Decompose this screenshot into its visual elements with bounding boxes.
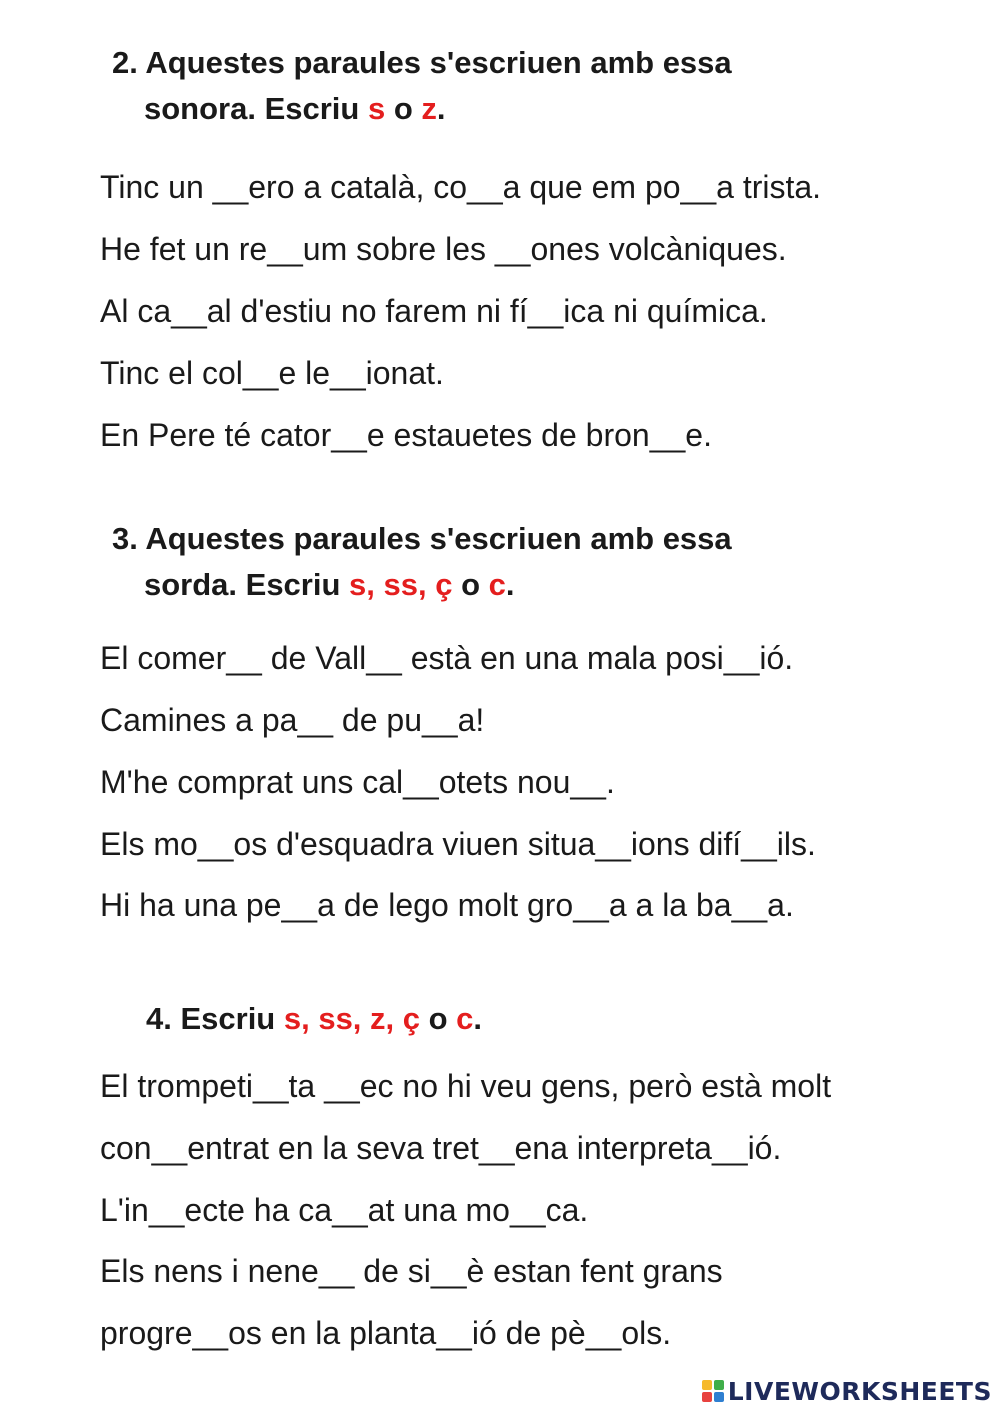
exercise-sentence: El comer__ de Vall__ està en una mala posi__ió. — [100, 640, 794, 676]
option-s: s — [367, 91, 386, 126]
exercise-sentence: M'he comprat uns cal__otets nou__. — [100, 764, 615, 800]
exercise-sentence: Camines a pa__ de pu__a! — [100, 702, 485, 738]
exercise-sentence: Els mo__os d'esquadra viuen situa__ions difí__ils. — [100, 826, 816, 862]
options-list: s, ss, ç — [349, 567, 453, 602]
exercise-sentence: En Pere té cator__e estauetes de bron__e. — [100, 417, 712, 453]
section-3-heading — [112, 516, 732, 608]
exercise-sentence: Tinc un __ero a català, co__a que em po__a trista. — [100, 169, 822, 205]
watermark-text: LIVEWORKSHEETS — [727, 1376, 992, 1406]
section-3-heading-line2: sorda. Escriu s, ss, ç o c. — [144, 567, 515, 602]
liveworksheets-watermark — [702, 1374, 992, 1408]
section-4-heading: 4. Escriu s, ss, z, ç o c. — [146, 1001, 483, 1036]
exercise-sentence: Tinc el col__e le__ionat. — [100, 355, 444, 391]
section-3-heading-line1: 3. Aquestes paraules s'escriuen amb essa — [112, 521, 732, 556]
section-2-heading-line2: sonora. Escriu s o z. — [144, 91, 446, 126]
exercise-sentence: Al ca__al d'estiu no farem ni fí__ica ni química. — [100, 293, 768, 329]
section-2-heading-line1: 2. Aquestes paraules s'escriuen amb essa — [112, 45, 732, 80]
options-list: s, ss, z, ç — [283, 1001, 420, 1036]
exercise-sentence: L'in__ecte ha ca__at una mo__ca. — [100, 1192, 589, 1228]
exercise-sentence: progre__os en la planta__ió de pè__ols. — [100, 1315, 672, 1351]
option-z: z — [421, 91, 437, 126]
exercise-sentence: Els nens i nene__ de si__è estan fent grans — [100, 1253, 723, 1289]
exercise-sentence: El trompeti__ta __ec no hi veu gens, però està molt — [100, 1068, 832, 1104]
exercise-sentence: con__entrat en la seva tret__ena interpreta__ió. — [100, 1130, 782, 1166]
liveworksheets-logo-icon — [702, 1380, 724, 1402]
option-c: c — [488, 567, 506, 602]
exercise-sentence: Hi ha una pe__a de lego molt gro__a a la ba__a. — [100, 887, 794, 923]
exercise-sentence: He fet un re__um sobre les __ones volcàniques. — [100, 231, 787, 267]
option-c: c — [456, 1001, 474, 1036]
section-2-heading — [112, 40, 732, 132]
